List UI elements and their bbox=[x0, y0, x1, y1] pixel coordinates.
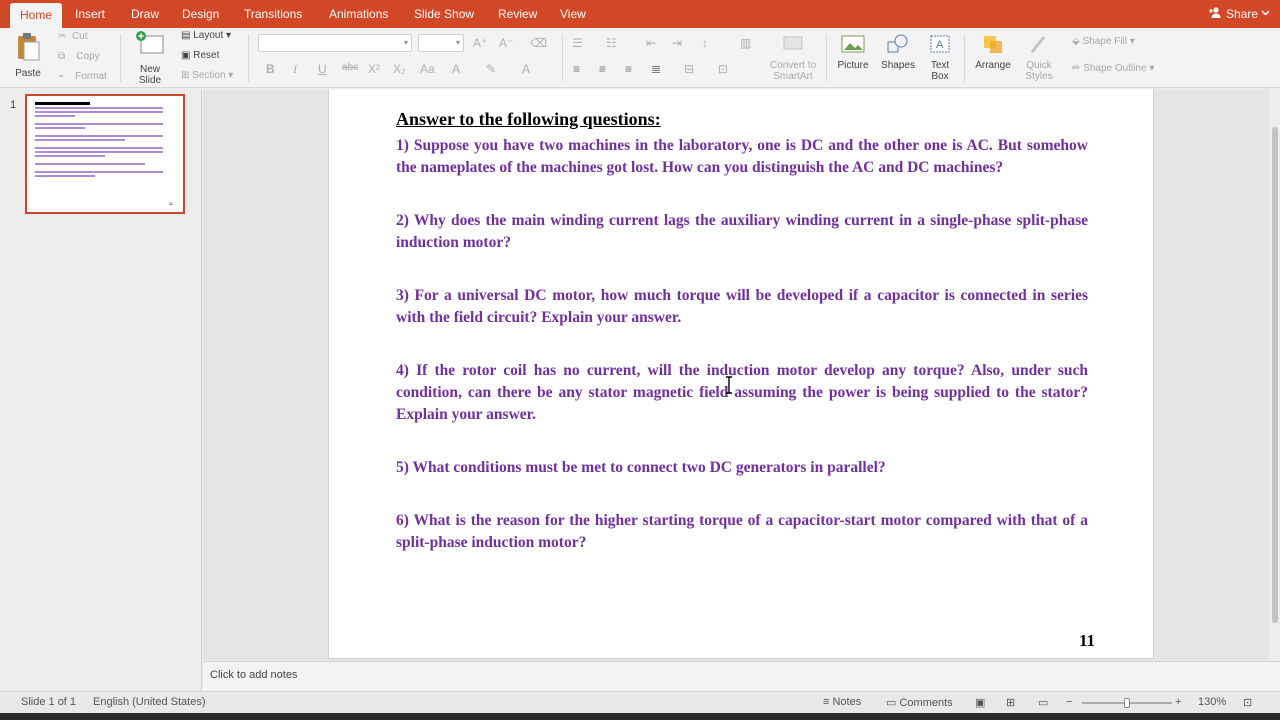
format-painter-button[interactable] bbox=[58, 71, 107, 82]
tab-draw[interactable]: Draw bbox=[131, 7, 160, 21]
line-spacing-icon[interactable]: ↕ bbox=[702, 36, 708, 50]
quick-styles-label-2: Styles bbox=[1025, 71, 1053, 82]
picture-button[interactable] bbox=[834, 34, 872, 71]
reset-label: Reset bbox=[193, 50, 220, 61]
collapse-ribbon-icon[interactable] bbox=[1261, 8, 1270, 19]
layout-label: Layout bbox=[193, 30, 224, 41]
window-bottom-edge bbox=[0, 713, 1280, 720]
reading-view-icon[interactable]: ▭ bbox=[1038, 697, 1049, 709]
language-indicator[interactable]: English (United States) bbox=[93, 696, 206, 708]
vertical-scrollbar[interactable] bbox=[1269, 89, 1280, 661]
paint-bucket-icon: ⬙ bbox=[1072, 36, 1080, 47]
question-3: 3) For a universal DC motor, how much torque will be developed if a capacitor is connected in series with the field circuit? Explain your answer. bbox=[396, 287, 1088, 326]
highlight-icon[interactable]: ✎ bbox=[486, 62, 497, 76]
ribbon-divider bbox=[562, 34, 563, 82]
picture-icon bbox=[834, 34, 872, 57]
slide-editor[interactable] bbox=[203, 89, 1269, 661]
copy-icon: ⧉ bbox=[58, 51, 66, 62]
align-left-icon[interactable]: ≡ bbox=[573, 62, 581, 76]
question-5: 5) What conditions must be met to connect two DC generators in parallel? bbox=[396, 459, 886, 476]
arrange-button[interactable] bbox=[972, 34, 1014, 71]
slide-title: Answer to the following questions: bbox=[396, 109, 661, 129]
tab-design[interactable]: Design bbox=[182, 7, 220, 21]
section-label: Section bbox=[192, 70, 226, 81]
slide-canvas[interactable] bbox=[328, 89, 1154, 659]
comments-toggle-label: Comments bbox=[899, 697, 953, 709]
notes-icon: ≡ bbox=[823, 696, 830, 708]
zoom-slider-handle[interactable] bbox=[1124, 698, 1130, 708]
thumbnail-text-line bbox=[35, 163, 145, 165]
section-button[interactable]: ⊞ Section ▾ bbox=[181, 70, 234, 81]
clipboard-icon bbox=[10, 32, 46, 65]
thumbnail-text-line bbox=[35, 127, 85, 129]
zoom-out-icon[interactable]: − bbox=[1066, 696, 1073, 708]
align-right-icon[interactable]: ≡ bbox=[625, 62, 633, 76]
status-bar bbox=[0, 691, 1280, 713]
zoom-slider[interactable] bbox=[1082, 702, 1172, 704]
quick-styles-icon bbox=[1020, 34, 1058, 57]
thumbnail-title-line bbox=[35, 102, 90, 105]
notes-toggle[interactable] bbox=[823, 696, 861, 708]
thumbnail-text-line bbox=[35, 147, 163, 149]
convert-label-2: SmartArt bbox=[773, 71, 813, 82]
decrease-indent-icon[interactable]: ⇤ bbox=[646, 36, 657, 50]
shape-outline-button[interactable]: ✏ Shape Outline ▾ bbox=[1072, 63, 1155, 74]
text-box-label-2: Box bbox=[931, 71, 949, 82]
font-color-icon[interactable]: A bbox=[522, 62, 531, 76]
thumbnail-text-line bbox=[35, 139, 125, 141]
clear-format-icon[interactable]: ⌫ bbox=[530, 36, 547, 50]
convert-smartart-button[interactable] bbox=[765, 34, 821, 82]
notes-placeholder: Click to add notes bbox=[210, 669, 298, 681]
zoom-level[interactable]: 130% bbox=[1198, 696, 1227, 708]
numbering-icon[interactable]: ☷ bbox=[606, 36, 617, 50]
tab-transitions[interactable]: Transitions bbox=[244, 7, 303, 21]
slide-number: 11 bbox=[1078, 631, 1095, 650]
thumbnail-text-line bbox=[35, 171, 163, 173]
font-size-combo[interactable] bbox=[418, 34, 464, 52]
columns-icon[interactable]: ▥ bbox=[740, 36, 752, 50]
tab-view[interactable]: View bbox=[560, 7, 586, 21]
section-icon: ⊞ bbox=[181, 70, 190, 81]
bold-icon[interactable]: B bbox=[266, 62, 275, 76]
convert-label-1: Convert to bbox=[769, 60, 817, 71]
thumbnail-text-line bbox=[35, 135, 163, 137]
bullets-icon[interactable]: ☰ bbox=[572, 36, 583, 50]
thumbnail-text-line bbox=[35, 111, 163, 113]
ribbon-divider bbox=[248, 34, 249, 82]
italic-icon[interactable]: I bbox=[293, 62, 297, 76]
underline-icon[interactable]: U bbox=[318, 62, 327, 76]
decrease-font-icon[interactable]: A⁻ bbox=[499, 36, 514, 50]
picture-label: Picture bbox=[837, 60, 869, 71]
subscript-icon[interactable]: X₂ bbox=[393, 62, 406, 76]
new-slide-icon bbox=[130, 30, 170, 61]
justify-icon[interactable]: ≣ bbox=[651, 62, 662, 76]
tab-review[interactable]: Review bbox=[498, 7, 538, 21]
cut-button[interactable] bbox=[58, 31, 88, 42]
ribbon-tab-bar bbox=[0, 0, 1280, 28]
ribbon-divider bbox=[964, 34, 965, 82]
shapes-icon bbox=[878, 34, 918, 57]
superscript-icon[interactable]: X² bbox=[368, 62, 380, 76]
slide-count: Slide 1 of 1 bbox=[21, 696, 77, 708]
thumbnail-text-line bbox=[35, 123, 163, 125]
comments-toggle[interactable] bbox=[886, 696, 953, 709]
align-center-icon[interactable]: ≡ bbox=[599, 62, 607, 76]
smartart-icon bbox=[765, 34, 821, 57]
thumbnail-text-line bbox=[35, 151, 163, 153]
notes-pane[interactable] bbox=[203, 661, 1280, 691]
ribbon-toolbar bbox=[0, 28, 1280, 88]
new-slide-button[interactable] bbox=[130, 30, 170, 86]
fit-to-window-icon[interactable]: ⊡ bbox=[1243, 697, 1253, 709]
thumbnail-slide-number: 11 bbox=[168, 201, 173, 206]
strikethrough-icon[interactable]: abc bbox=[342, 62, 359, 73]
notes-toggle-label: Notes bbox=[832, 696, 862, 708]
brush-icon: ⌁ bbox=[58, 71, 65, 82]
text-box-icon bbox=[925, 34, 955, 57]
slide-text-box[interactable] bbox=[396, 107, 1088, 554]
scissors-icon: ✂ bbox=[58, 31, 67, 42]
change-case-icon[interactable]: Aa bbox=[420, 62, 435, 76]
format-label: Format bbox=[75, 71, 107, 82]
shapes-button[interactable] bbox=[878, 34, 918, 71]
increase-indent-icon[interactable]: ⇥ bbox=[672, 36, 683, 50]
reset-button[interactable] bbox=[181, 50, 219, 61]
new-slide-label-2: Slide bbox=[138, 75, 162, 86]
text-cursor-icon bbox=[725, 376, 733, 394]
tab-slide-show[interactable]: Slide Show bbox=[414, 7, 475, 21]
font-name-combo[interactable] bbox=[258, 34, 412, 52]
text-box-button[interactable] bbox=[925, 34, 955, 82]
layout-icon: ▤ bbox=[181, 30, 191, 41]
new-slide-label-1: New bbox=[139, 64, 160, 75]
shape-outline-label: Shape Outline bbox=[1083, 63, 1147, 74]
share-label: Share bbox=[1225, 7, 1258, 21]
shape-fill-button[interactable]: ⬙ Shape Fill ▾ bbox=[1072, 36, 1135, 47]
copy-button[interactable] bbox=[58, 51, 100, 62]
slide-thumbnail[interactable] bbox=[25, 94, 185, 214]
tab-home[interactable]: Home bbox=[10, 3, 62, 28]
thumbnail-text-line bbox=[35, 107, 163, 109]
ribbon-divider bbox=[120, 34, 121, 82]
svg-text:A: A bbox=[936, 39, 944, 51]
thumbnail-text-line bbox=[35, 175, 95, 177]
layout-button[interactable]: ▤ Layout ▾ bbox=[181, 30, 232, 41]
scrollbar-thumb[interactable] bbox=[1272, 127, 1278, 623]
question-1: 1) Suppose you have two machines in the laboratory, one is DC and the other one is AC. But somehow the nameplates of the machines got lost. How can you distinguish the AC and DC machines? bbox=[396, 137, 1088, 176]
quick-styles-label-1: Quick bbox=[1026, 60, 1052, 71]
question-6: 6) What is the reason for the higher starting torque of a capacitor-start motor compared with that of a split-phase induction motor? bbox=[396, 512, 1088, 551]
increase-font-icon[interactable]: A⁺ bbox=[473, 36, 488, 50]
thumbnail-text-line bbox=[35, 155, 105, 157]
arrange-icon bbox=[972, 34, 1014, 57]
thumbnail-number: 1 bbox=[10, 99, 17, 111]
slide-thumbnail-pane bbox=[0, 89, 202, 691]
quick-styles-button[interactable] bbox=[1020, 34, 1058, 82]
align-text-icon[interactable]: ⊡ bbox=[718, 62, 729, 76]
cut-label: Cut bbox=[71, 31, 88, 42]
shape-fill-label: Shape Fill bbox=[1082, 36, 1127, 47]
copy-label: Copy bbox=[76, 51, 100, 62]
text-direction-icon[interactable]: ⊟ bbox=[684, 62, 695, 76]
ribbon-divider bbox=[826, 34, 827, 82]
share-button[interactable] bbox=[1209, 0, 1258, 28]
reset-icon: ▣ bbox=[181, 50, 191, 61]
shapes-label: Shapes bbox=[881, 60, 915, 71]
normal-view-icon[interactable]: ▣ bbox=[975, 697, 986, 709]
text-effects-icon[interactable]: A bbox=[452, 62, 461, 76]
pen-icon: ✏ bbox=[1072, 63, 1081, 74]
zoom-in-icon[interactable]: + bbox=[1175, 696, 1182, 708]
chevron-down-icon: ▾ bbox=[403, 38, 408, 47]
thumbnail-text-line bbox=[35, 115, 75, 117]
text-box-label-1: Text bbox=[930, 60, 950, 71]
add-person-icon bbox=[1209, 0, 1222, 28]
comment-icon: ▭ bbox=[886, 697, 897, 709]
paste-label: Paste bbox=[15, 68, 41, 79]
question-4: 4) If the rotor coil has no current, will the induction motor develop any torque? Also, under such condition, can there be any stator magnetic field assuming the power is being supplied to the stator? Explain your answer. bbox=[396, 362, 1088, 423]
chevron-down-icon: ▾ bbox=[455, 38, 460, 47]
question-2: 2) Why does the main winding current lags the auxiliary winding current in a single-phase split-phase induction motor? bbox=[396, 212, 1088, 251]
tab-animations[interactable]: Animations bbox=[329, 7, 389, 21]
paste-button[interactable] bbox=[10, 32, 46, 79]
tab-insert[interactable]: Insert bbox=[75, 7, 106, 21]
slide-sorter-icon[interactable]: ⊞ bbox=[1006, 697, 1016, 709]
arrange-label: Arrange bbox=[975, 60, 1011, 71]
